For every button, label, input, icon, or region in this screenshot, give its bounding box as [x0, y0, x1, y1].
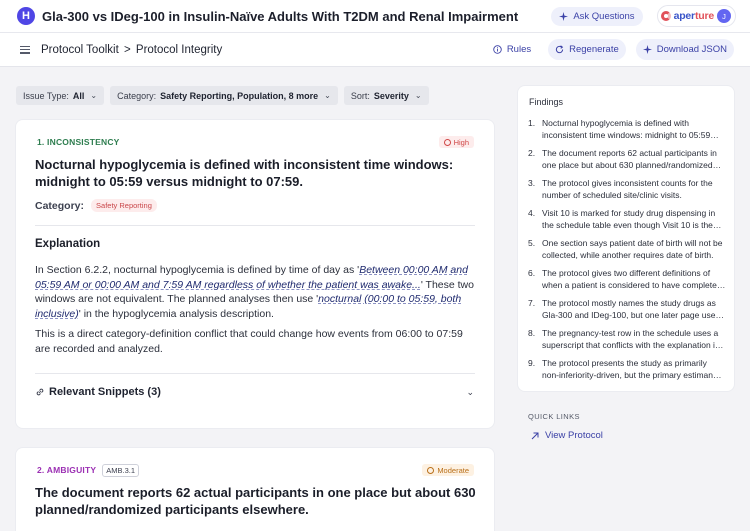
brand-logo	[657, 5, 736, 27]
explanation-heading: Explanation	[35, 238, 101, 250]
findings-list	[528, 117, 726, 387]
download-json-label: Download JSON	[656, 44, 727, 55]
view-protocol-label: View Protocol	[545, 430, 603, 441]
alert-icon	[444, 139, 451, 146]
severity-badge	[422, 464, 474, 476]
link-icon	[35, 387, 45, 397]
refresh-icon	[555, 45, 564, 54]
brand-mark-icon	[661, 11, 671, 21]
issue-code: AMB.3.1	[102, 464, 139, 477]
filter-bar	[16, 86, 429, 105]
severity-badge	[439, 136, 474, 148]
issue-title: Nocturnal hypoglycemia is defined with inconsistent time windows: midnight to 05:59 versus midnight to 07:59.	[35, 157, 454, 189]
issue-card	[16, 120, 494, 428]
filter-label: Category:	[117, 90, 157, 101]
issue-header	[37, 463, 474, 477]
chevron-down-icon: ⌄	[90, 91, 98, 100]
ask-questions-button[interactable]	[551, 7, 642, 26]
user-avatar[interactable]: J	[717, 9, 731, 23]
category-chip: Safety Reporting	[91, 199, 157, 212]
regenerate-button[interactable]	[548, 39, 626, 60]
app-logo[interactable]: H	[17, 7, 35, 25]
brand-name: aperture	[673, 10, 714, 22]
download-json-button[interactable]	[636, 39, 734, 60]
severity-label: Moderate	[437, 465, 469, 475]
finding-item[interactable]: 2. The document reports 62 actual participants in one place but about 630 planned/randomized	[528, 148, 717, 170]
sparkle-icon	[559, 12, 568, 21]
rules-button[interactable]	[486, 39, 538, 60]
breadcrumb-item-integrity: Protocol Integrity	[135, 43, 223, 56]
sparkle-icon	[643, 45, 652, 54]
issue-type: 1. INCONSISTENCY	[37, 137, 120, 147]
breadcrumb-item-toolkit[interactable]: Protocol Toolkit	[41, 43, 119, 56]
issue-type: 2. AMBIGUITY	[37, 465, 97, 475]
divider	[35, 373, 475, 374]
toolbar-actions	[486, 39, 734, 60]
issue-category	[35, 199, 157, 212]
breadcrumb-separator: >	[123, 43, 131, 56]
finding-item[interactable]: 8. The pregnancy-test row in the schedule uses a superscript that conflicts with the explanation in	[528, 328, 720, 350]
findings-title: Findings	[529, 97, 564, 107]
menu-icon[interactable]	[20, 46, 30, 54]
toolbar	[0, 33, 750, 67]
alert-icon	[427, 467, 434, 474]
info-icon	[493, 45, 502, 54]
filter-label: Sort:	[350, 90, 370, 101]
issue-title: The document reports 62 actual participants in one place but about 630 planned/randomized participants elsewhere.	[35, 485, 476, 517]
filter-sort[interactable]	[344, 86, 429, 105]
quoted-snippet[interactable]: Between 00:00 AM and 05:59 AM or 00:00 AM and 7:59 AM regardless of whether the patient was awake...	[35, 264, 468, 291]
finding-item[interactable]: 9. The protocol presents the study as primarily non-inferiority-driven, but the primary estimand	[528, 358, 718, 380]
filter-label: Issue Type:	[23, 90, 69, 101]
finding-item[interactable]: 6. The protocol gives two different definitions of when a patient is considered to have completed	[528, 268, 722, 290]
relevant-snippets-toggle[interactable]	[35, 385, 474, 399]
rules-label: Rules	[506, 44, 532, 55]
finding-item[interactable]: 5. One section says patient date of birth will not be collected, while another requires date of birth.	[528, 238, 723, 260]
chevron-down-icon: ⌄	[414, 91, 422, 100]
filter-value: Safety Reporting, Population, 8 more	[160, 90, 319, 101]
arrow-up-right-icon	[531, 432, 539, 440]
divider	[35, 225, 475, 226]
issue-header	[37, 135, 474, 149]
regenerate-label: Regenerate	[569, 44, 619, 55]
filter-category[interactable]	[110, 86, 338, 105]
view-protocol-link[interactable]	[531, 430, 603, 441]
quick-links-title: QUICK LINKS	[528, 412, 580, 421]
document-title: Gla-300 vs IDeg-100 in Insulin-Naïve Adults With T2DM and Renal Impairment	[42, 8, 519, 24]
severity-label: High	[453, 137, 469, 147]
issue-card	[16, 448, 494, 531]
chevron-down-icon: ⌄	[324, 91, 331, 100]
finding-item[interactable]: 3. The protocol gives inconsistent counts for the number of scheduled site/clinic visits.	[528, 178, 713, 200]
filter-value: Severity	[373, 90, 409, 101]
relevant-snippets-label: Relevant Snippets (3)	[49, 386, 161, 398]
breadcrumb	[41, 44, 222, 56]
chevron-down-icon: ⌄	[466, 386, 474, 397]
ask-questions-label: Ask Questions	[573, 10, 635, 22]
findings-panel	[518, 86, 734, 391]
explanation-paragraph: This is a direct category-definition conflict that could change how events from 06:00 to 07:59 are recorded and analyzed.	[35, 328, 463, 355]
filter-issue-type[interactable]	[16, 86, 104, 105]
top-bar-actions	[551, 5, 736, 27]
finding-item[interactable]: 7. The protocol mostly names the study drugs as Gla-300 and IDeg-100, but one later page uses	[528, 298, 720, 320]
filter-value: All	[72, 90, 85, 101]
finding-item[interactable]: 4. Visit 10 is marked for study drug dispensing in the schedule table even though Visit 10 is the	[528, 208, 716, 230]
top-bar	[0, 0, 750, 33]
category-label: Category:	[35, 199, 85, 212]
finding-item[interactable]: 1. Nocturnal hypoglycemia is defined with inconsistent time windows: midnight to 05:59	[528, 118, 711, 140]
quoted-snippet[interactable]: nocturnal (00:00 to 05:59, both inclusive)	[35, 293, 462, 320]
explanation-paragraph: In Section 6.2.2, nocturnal hypoglycemia is defined by time of day as 'Between 00:00 AM and 05:59 AM or 00:00 AM and 7:59 AM regardless of whether the patient was awake...' These two windows are not equivalent. The planned analyses then use 'nocturnal (00:00 to 05:59, both inclusive)' in the hypoglycemia analysis description.	[35, 264, 474, 320]
